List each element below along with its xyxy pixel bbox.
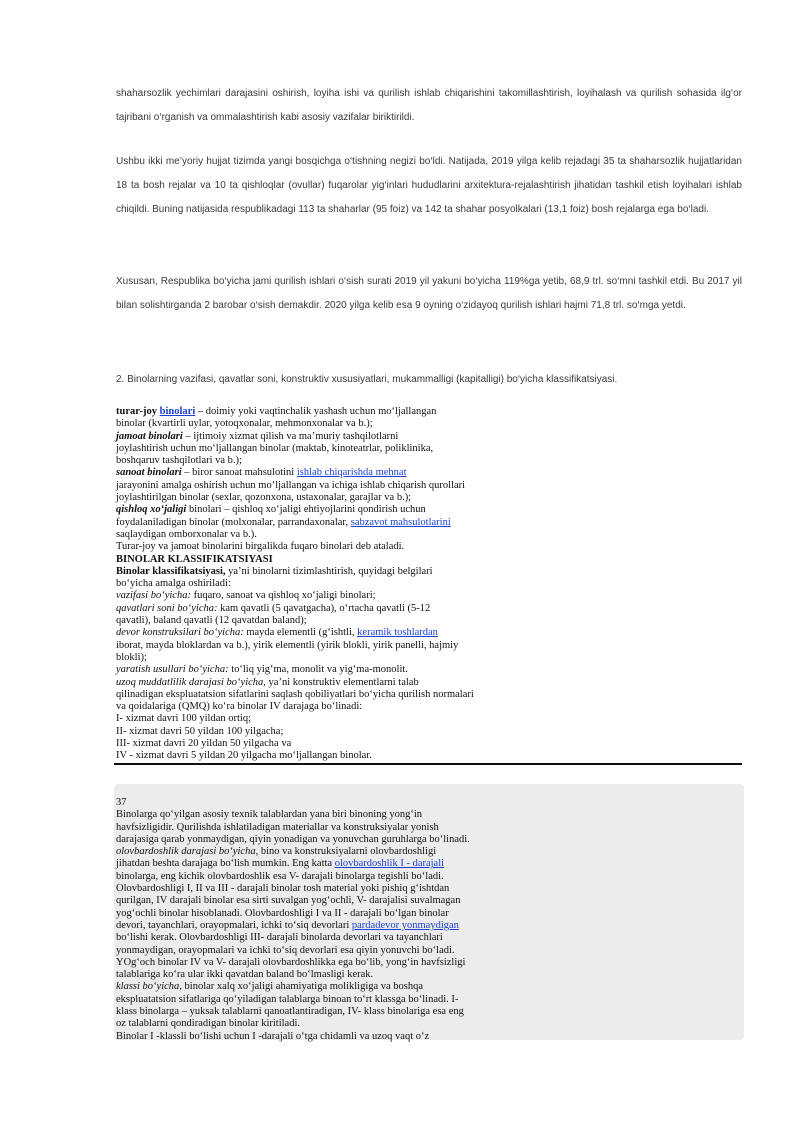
horizontal-divider [114, 763, 742, 765]
fire-safety-text [116, 797, 536, 1043]
text-line [116, 418, 536, 430]
text-run: qilinadigan ekspluatatsion sifatlarini saqlash qobiliyatlari bo‘yicha qurilish normalari [116, 688, 474, 700]
text-line [116, 443, 536, 455]
text-run: devori, tayanchlari, orayopmalari, ichki to‘siq devorlari [116, 919, 352, 931]
text-line [116, 1006, 536, 1018]
text-run: foydalaniladigan binolar (molxonalar, parrandaxonalar, [116, 516, 351, 528]
text-run: iborat, mayda bloklardan va b.), yirik elementli (yirik blokli, yirik panelli, hajmiy [116, 639, 459, 651]
text-line [116, 713, 536, 725]
text-run: devor konstruksilari bo‘yicha: [116, 627, 244, 639]
text-run: II- xizmat davri 50 yildan 100 yilgacha; [116, 725, 284, 737]
text-run: fuqaro, sanoat va qishloq xo‘jaligi binolari; [190, 590, 376, 602]
text-run: BINOLAR KLASSIFIKATSIYASI [116, 553, 273, 565]
text-run: ya’ni binolarni tizimlashtirish, quyidagi belgilari [225, 565, 433, 577]
text-run: – biror sanoat mahsulotini [181, 467, 297, 479]
text-line [116, 920, 536, 932]
text-run: Binolar I -klassli bo‘lishi uchun I -darajali o‘tga chidamli va uzoq vaqt o‘z [116, 1030, 430, 1042]
text-run: bino va konstruksiyalarni olovbardoshligi [258, 846, 437, 858]
text-line [116, 883, 536, 895]
text-run: turar-joy [116, 406, 160, 417]
text-line [116, 689, 536, 701]
text-run: ekspluatatsion sifatlariga qo‘yiladigan talablarga binoan to‘rt klassga bo‘linadi. I- [116, 993, 459, 1005]
text-run: – ijtimoiy xizmat qilish va ma’muriy tashqilotlarni [182, 430, 399, 442]
text-run: bo‘yicha amalga oshiriladi: [116, 578, 231, 590]
text-line [116, 871, 536, 883]
text-run: qavatlari soni bo‘yicha: [116, 602, 218, 614]
text-run: jarayonini amalga oshirish uchun mo‘ljallangan va ichiga ishlab chiqarish qurollari [116, 479, 466, 491]
text-line [116, 834, 536, 846]
text-run: binolarga, eng kichik olovbardoshlik esa V- darajali binolarga tegishli bo‘ladi. [116, 870, 444, 882]
inline-link[interactable]: binolari [159, 406, 196, 417]
text-run: binolar xalq xo‘jaligi ahamiyatiga molikligiga va boshqa [181, 981, 424, 993]
text-run: Binolar klassifikatsiyasi, [116, 565, 226, 577]
text-run: blokli); [116, 651, 147, 663]
text-run: yonmaydigan, orayopmalari va ichki to‘siq devorlari esa qiyin yonuvchi bo‘ladi. [116, 944, 455, 956]
text-line [116, 517, 536, 529]
text-run: saqlaydigan omborxonalar va b.). [116, 528, 257, 540]
text-line [116, 652, 536, 664]
text-line [116, 492, 536, 504]
paragraph-tasks: shaharsozlik yechimlari darajasini oshirish, loyiha ishi va qurilish ishlab chiqarishini takomillashtirish, loyihalash va qurilish sohasida ilg‘or tajribani o‘rganish va ommalashtirish kabi asosiy vazifalar biriktirildi. [116, 88, 742, 123]
section-heading-classification: 2. Binolarning vazifasi, qavatlar soni, konstruktiv xususiyatlari, mukammalligi (kapitalligi) bo‘yicha klassifikatsiyasi. [116, 374, 618, 385]
text-line [116, 467, 536, 479]
text-run: darajasiga qarab yonmaydigan, qiyin yonadigan va yonuvchan guruhlarga bo‘linadi. [116, 833, 470, 845]
text-line [116, 822, 536, 834]
text-run: jihatdan beshta darajaga bo‘lish mumkin. Eng katta [116, 858, 335, 870]
text-line [116, 809, 536, 821]
text-run: boshqaruv tashqilotlari va b.); [116, 455, 242, 467]
text-run: sanoat binolari [116, 467, 182, 479]
text-line [116, 1018, 536, 1030]
text-line [116, 406, 536, 418]
text-line [116, 541, 536, 553]
text-run: – doimiy yoki vaqtinchalik yashash uchun mo‘ljallangan [195, 406, 437, 417]
text-line [116, 738, 536, 750]
text-line [116, 431, 536, 443]
text-line [116, 981, 536, 993]
text-run: IV - xizmat davri 5 yildan 20 yilgacha mo‘ljallangan binolar. [116, 750, 372, 762]
inline-link[interactable]: pardadevor yonmaydigan [351, 919, 459, 931]
inline-link[interactable]: sabzavot mahsulotlarini [350, 516, 451, 528]
text-line [116, 504, 536, 516]
text-line [116, 1031, 536, 1043]
inline-link[interactable]: olovbardoshlik I - darajali [334, 858, 445, 870]
text-run: Turar-joy va jamoat binolarini birgalikda fuqaro binolari deb ataladi. [116, 541, 405, 553]
text-line [116, 529, 536, 541]
text-line [116, 750, 536, 762]
text-line [116, 895, 536, 907]
text-run: havfsizligidir. Qurilishda ishlatiladigan materiallar va konstruksiyalar yonish [116, 821, 439, 833]
text-line [116, 590, 536, 602]
text-run: I- xizmat davri 100 yildan ortiq; [116, 713, 252, 725]
text-line [116, 846, 536, 858]
text-line [116, 701, 536, 713]
text-run: 37 [116, 797, 127, 808]
text-run: oz talablarni qondiradigan binolar kiritiladi. [116, 1018, 300, 1030]
text-run: binolari – qishloq xo‘jaligi ehtiyojlarini qondirish uchun [186, 504, 426, 516]
paragraph-construction-growth: Xususan, Respublika bo‘yicha jami qurilish ishlari o‘sish surati 2019 yil yakuni bo‘yicha 119%ga yetib, 68,9 trl. so‘mni tashkil etdi. Bu 2017 yil bilan solishtirganda 2 barobar o‘sish demakdir. 2020 yilga kelib esa 9 oyning o‘zidayoq qurilish ishlari hajmi 71,8 trl. so‘mga yetdi. [116, 276, 742, 311]
text-run: Binolarga qo‘yilgan asosiy texnik talablardan yana biri binoning yong‘in [116, 809, 422, 821]
text-run: klass binolarga – yuksak talablarni qanoatlantiradigan, IV- klass binolariga esa eng [116, 1006, 464, 1018]
text-line [116, 615, 536, 627]
text-line [116, 908, 536, 920]
text-line [116, 858, 536, 870]
text-run: va qoidalariga (QMQ) ko‘ra binolar IV darajaga bo‘linadi: [116, 701, 363, 713]
text-line [116, 603, 536, 615]
text-line [116, 554, 536, 566]
text-run: kam qavatli (5 qavatgacha), o‘rtacha qavatli (5-12 [217, 602, 431, 614]
text-run: jamoat binolari [116, 430, 183, 442]
text-line [116, 640, 536, 652]
text-line [116, 627, 536, 639]
text-line [116, 957, 536, 969]
text-line [116, 455, 536, 467]
text-run: qishloq xo‘jaligi [116, 504, 187, 516]
building-types-text [116, 406, 536, 763]
text-line [116, 566, 536, 578]
text-run: talablariga ko‘ra ular ikki qavatdan baland bo‘lmasligi kerak. [116, 969, 374, 981]
text-run: Olovbardoshligi I, II va III - darajali binolar tosh material yoki pishiq g‘ishtdan [116, 883, 450, 895]
text-line [116, 994, 536, 1006]
text-run: mayda elementli (g‘ishtli, [243, 627, 358, 639]
text-run: joylashtirish uchun mo‘ljallangan binolar (maktab, kinoteatrlar, poliklinika, [116, 442, 434, 454]
text-line [116, 664, 536, 676]
text-run: qavatli), baland qavatli (12 qavatdan baland); [116, 615, 307, 627]
text-run: bo‘lishi kerak. Olovbardoshligi III- darajali binolarda devorlari va tayanchlari [116, 932, 443, 944]
inline-link[interactable]: ishlab chiqarishda mehnat [296, 467, 407, 479]
text-run: vazifasi bo‘yicha: [116, 590, 191, 602]
text-line [116, 932, 536, 944]
text-line [116, 969, 536, 981]
text-run: ya’ni konstruktiv elementlarni talab [265, 676, 419, 688]
text-run: yaratish usullari bo‘yicha: [116, 664, 229, 676]
text-run: qurilgan, IV darajali binolar esa sirti suvalgan yog‘ochli, V- darajalisi suvalmagan [116, 895, 461, 907]
text-run: olovbardoshlik darajasi bo‘yicha, [116, 846, 259, 858]
text-line [116, 726, 536, 738]
paragraph-normative-documents: Ushbu ikki me’yoriy hujjat tizimda yangi bosqichga o‘tishning negizi bo‘ldi. Natijada, 2019 yilga kelib rejadagi 35 ta shaharsozlik hujjatlaridan 18 ta bosh rejalar va 10 ta qishloqlar (ovullar) fuqarolar yig‘inlari hududlarini arxitektura-rejalashtirish jihatidan tashkil etish loyihalari ishlab chiqildi. Buning natijasida respublikadagi 113 ta shaharlar (95 foiz) va 142 ta shahar posyolkalari (13,1 foiz) bosh rejalarga ega bo‘ladi. [116, 156, 742, 215]
inline-link[interactable]: keramik toshlardan [357, 627, 438, 639]
text-line [116, 480, 536, 492]
text-run: YOg‘och binolar IV va V- darajali olovbardoshlikka ega bo‘lib, yong‘in havfsizligi [116, 956, 466, 968]
text-run: klassi bo‘yicha, [116, 981, 182, 993]
text-line [116, 677, 536, 689]
text-run: binolar (kvartirli uylar, yotoqxonalar, mehmonxonalar va b.); [116, 418, 373, 430]
text-run: uzoq muddatlilik darajasi bo‘yicha, [116, 676, 266, 688]
text-run: to‘liq yig‘ma, monolit va yig‘ma-monolit. [228, 664, 408, 676]
text-run: yog‘ochli binolar hisoblanadi. Olovbardoshligi I va II - darajali bo‘lgan binolar [116, 907, 449, 919]
text-run: III- xizmat davri 20 yildan 50 yilgacha va [116, 738, 292, 750]
text-line [116, 945, 536, 957]
text-line [116, 578, 536, 590]
text-line [116, 797, 536, 809]
text-run: joylashtirilgan binolar (sexlar, qozonxona, ustaxonalar, garajlar va b.); [116, 492, 412, 504]
